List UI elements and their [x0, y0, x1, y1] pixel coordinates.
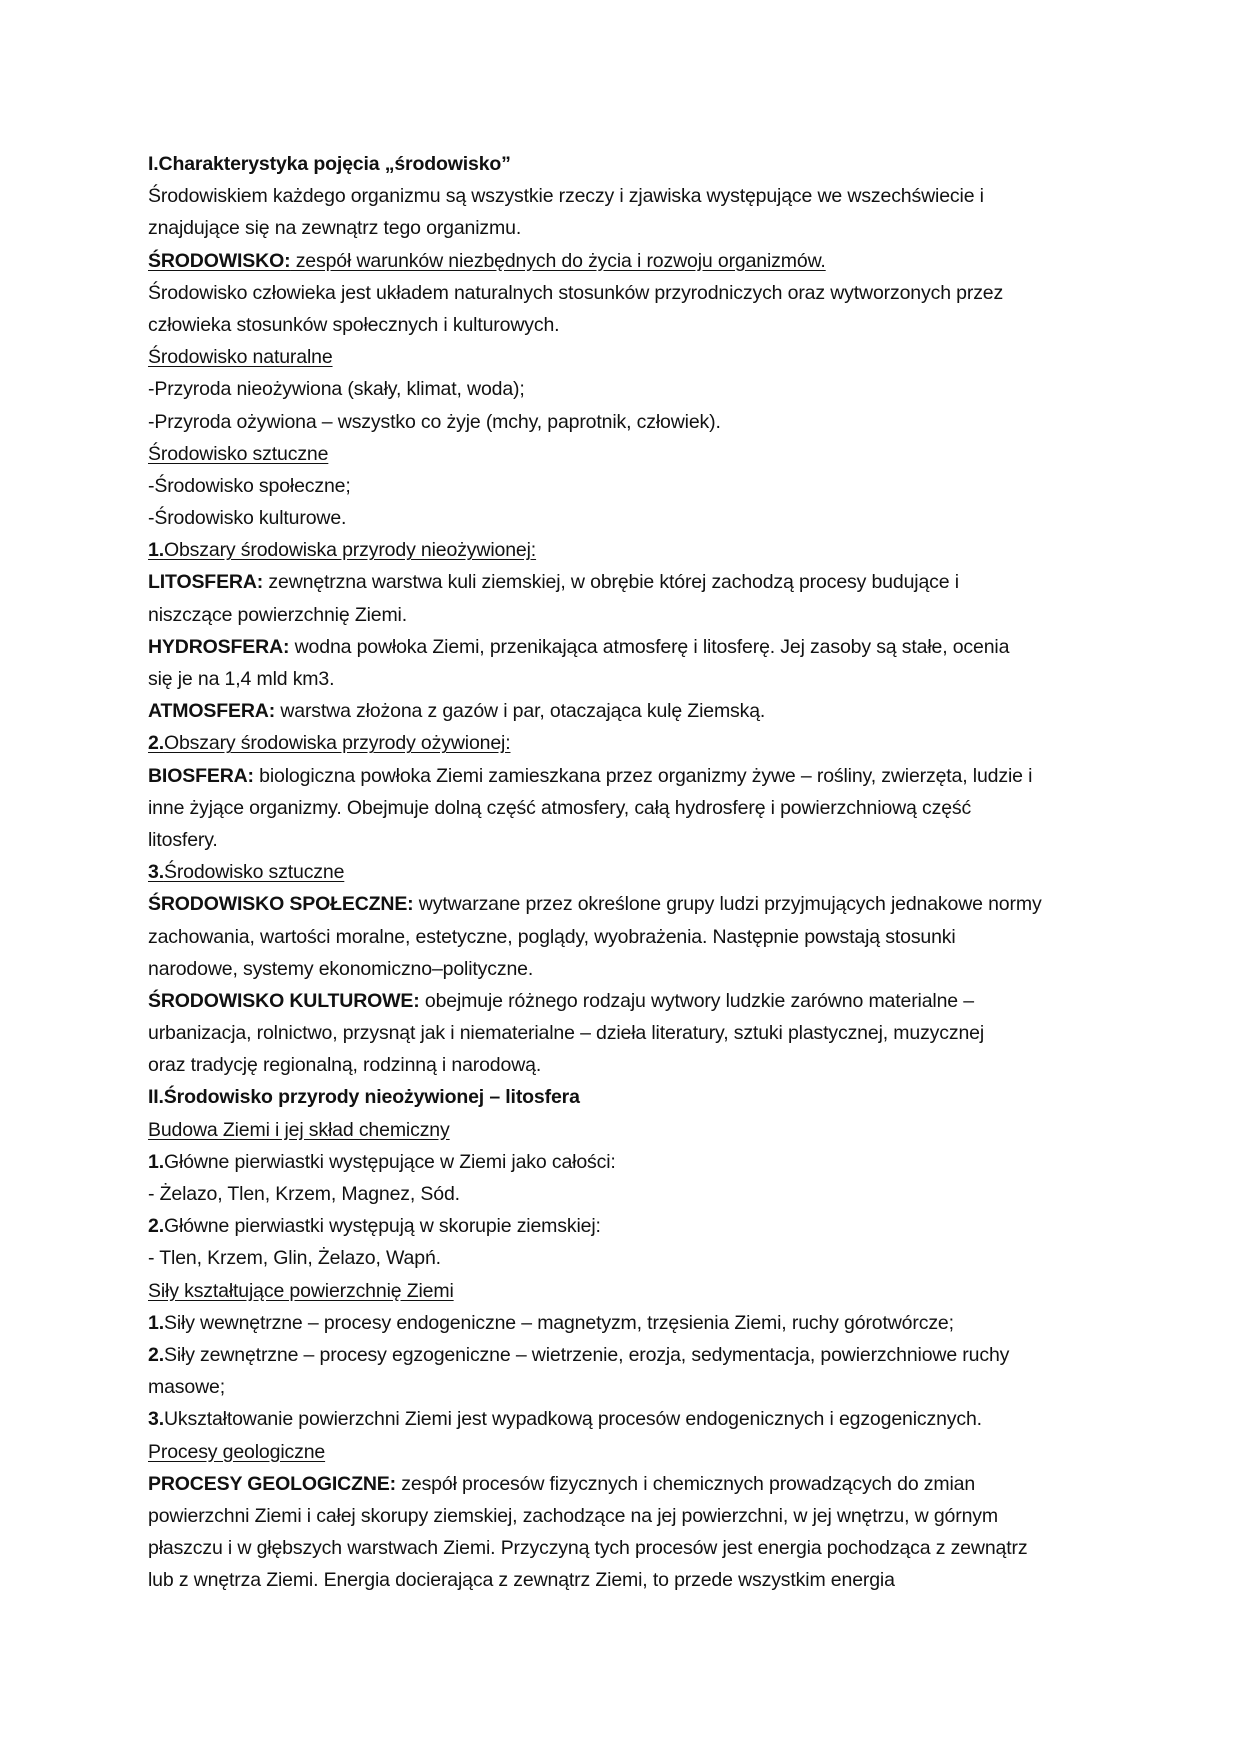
subheading-srodowisko-sztuczne	[148, 438, 1108, 470]
definition-text: warstwa złożona z gazów i par, otaczająca kulę Ziemską.	[275, 700, 766, 723]
section-heading-2	[148, 1081, 1108, 1113]
text: narodowe, systemy ekonomiczno–polityczne.	[148, 957, 534, 980]
subheading-text: Środowisko naturalne	[148, 346, 333, 369]
subheading-sily	[148, 1275, 1108, 1307]
numbered-item	[148, 1146, 1108, 1178]
paragraph-line	[148, 1564, 1108, 1596]
subheading-text: Środowisko sztuczne	[148, 442, 329, 465]
number: 1.	[148, 539, 164, 562]
subheading-budowa-ziemi	[148, 1114, 1108, 1146]
definition-atmosfera	[148, 695, 1108, 727]
numbered-item	[148, 1403, 1108, 1435]
text: Ukształtowanie powierzchni Ziemi jest wypadkową procesów endogenicznych i egzogenicznych.	[163, 1408, 982, 1431]
numbered-item	[148, 1210, 1108, 1242]
term: ŚRODOWISKO KULTUROWE:	[148, 989, 420, 1012]
paragraph-line	[148, 1500, 1108, 1532]
subheading-procesy-geologiczne	[148, 1436, 1108, 1468]
text: niszczące powierzchnię Ziemi.	[148, 603, 407, 626]
definition-text: obejmuje różnego rodzaju wytwory ludzkie zarówno materialne –	[419, 989, 974, 1012]
heading-text: II.Środowisko przyrody nieożywionej – litosfera	[148, 1086, 580, 1109]
text: powierzchni Ziemi i całej skorupy ziemskiej, zachodzące na jej powierzchni, w jej wnętrzu, w górnym	[148, 1504, 998, 1527]
paragraph-line	[148, 663, 1108, 695]
text: Siły wewnętrzne – procesy endogeniczne – magnetyzm, trzęsienia Ziemi, ruchy górotwórcze;	[163, 1311, 954, 1334]
subheading-text: Obszary środowiska przyrody nieożywionej:	[163, 539, 537, 562]
subheading-text: Środowisko sztuczne	[163, 861, 345, 884]
text: litosfery.	[148, 828, 218, 851]
subheading-text: Siły kształtujące powierzchnię Ziemi	[148, 1279, 454, 1302]
term: ATMOSFERA:	[148, 700, 276, 723]
text: -Przyroda ożywiona – wszystko co żyje (mchy, paprotnik, człowiek).	[148, 410, 721, 433]
text: zachowania, wartości moralne, estetyczne, poglądy, wyobrażenia. Następnie powstają stosunki	[148, 925, 956, 948]
definition-procesy-geologiczne	[148, 1468, 1108, 1500]
numbered-item	[148, 1307, 1108, 1339]
text: - Tlen, Krzem, Glin, Żelazo, Wapń.	[148, 1247, 441, 1270]
paragraph-line	[148, 953, 1108, 985]
text: Główne pierwiastki występują w skorupie ziemskiej:	[163, 1215, 601, 1238]
paragraph-line	[148, 180, 1108, 212]
definition-srodowisko-kulturowe	[148, 985, 1108, 1017]
text: się je na 1,4 mld km3.	[148, 668, 335, 690]
list-item	[148, 1178, 1108, 1210]
text: znajdujące się na zewnątrz tego organizmu.	[148, 217, 522, 240]
definition-biosfera	[148, 760, 1108, 792]
paragraph-line	[148, 309, 1108, 341]
list-item	[148, 502, 1108, 534]
paragraph-line	[148, 1049, 1108, 1081]
text: Środowiskiem każdego organizmu są wszystkie rzeczy i zjawiska występujące we wszechświecie i	[148, 185, 984, 208]
subheading-text: Obszary środowiska przyrody ożywionej:	[163, 732, 511, 755]
number: 2.	[148, 732, 164, 755]
text: inne żyjące organizmy. Obejmuje dolną część atmosfery, całą hydrosferę i powierzchniową część	[148, 796, 972, 819]
subheading-text: Procesy geologiczne	[148, 1440, 326, 1463]
paragraph-line	[148, 1371, 1108, 1403]
definition-text: zespół warunków niezbędnych do życia i rozwoju organizmów.	[290, 249, 826, 272]
text: masowe;	[148, 1376, 225, 1399]
numbered-item	[148, 1339, 1108, 1371]
text: -Środowisko społeczne;	[148, 474, 351, 497]
text: - Żelazo, Tlen, Krzem, Magnez, Sód.	[148, 1183, 460, 1205]
number: 1.	[148, 1150, 164, 1173]
paragraph-line	[148, 792, 1108, 824]
list-item	[148, 373, 1108, 405]
term: LITOSFERA:	[148, 571, 264, 594]
number: 2.	[148, 1343, 164, 1366]
subheading-srodowisko-sztuczne-3	[148, 856, 1108, 888]
term: HYDROSFERA:	[148, 635, 290, 658]
definition-text: zespół procesów fizycznych i chemicznych prowadzących do zmian	[396, 1472, 976, 1495]
term: PROCESY GEOLOGICZNE:	[148, 1472, 397, 1495]
text: oraz tradycję regionalną, rodzinną i narodową.	[148, 1054, 542, 1077]
term: ŚRODOWISKO SPOŁECZNE:	[148, 893, 414, 916]
paragraph-line	[148, 212, 1108, 244]
paragraph-line	[148, 277, 1108, 309]
text: Środowisko człowieka jest układem naturalnych stosunków przyrodniczych oraz wytworzonych przez	[148, 281, 1004, 304]
text: Siły zewnętrzne – procesy egzogeniczne – wietrzenie, erozja, sedymentacja, powierzchniowe ruchy	[163, 1343, 1010, 1366]
paragraph-line	[148, 1017, 1108, 1049]
number: 3.	[148, 861, 164, 884]
document-page	[148, 148, 1108, 1596]
definition-text: biologiczna powłoka Ziemi zamieszkana przez organizmy żywe – rośliny, zwierzęta, ludzie i	[253, 764, 1033, 787]
definition-text: zewnętrzna warstwa kuli ziemskiej, w obrębie której zachodzą procesy budujące i	[263, 571, 959, 594]
paragraph-line	[148, 824, 1108, 856]
text: lub z wnętrza Ziemi. Energia docierająca z zewnątrz Ziemi, to przede wszystkim energia	[148, 1569, 895, 1592]
paragraph-line	[148, 921, 1108, 953]
text: człowieka stosunków społecznych i kulturowych.	[148, 313, 560, 336]
subheading-text: Budowa Ziemi i jej skład chemiczny	[148, 1118, 450, 1141]
text: Główne pierwiastki występujące w Ziemi jako całości:	[163, 1150, 616, 1173]
number: 3.	[148, 1408, 164, 1431]
subheading-srodowisko-naturalne	[148, 341, 1108, 373]
paragraph-line	[148, 1532, 1108, 1564]
paragraph-line	[148, 599, 1108, 631]
number: 1.	[148, 1311, 164, 1334]
definition-text: wodna powłoka Ziemi, przenikająca atmosferę i litosferę. Jej zasoby są stałe, ocenia	[289, 635, 1010, 658]
text: urbanizacja, rolnictwo, przysnąt jak i niematerialne – dzieła literatury, sztuki plastycznej, muzycznej	[148, 1022, 985, 1045]
subheading-obszary-nieozywionej	[148, 534, 1108, 566]
subheading-obszary-ozywionej	[148, 727, 1108, 759]
text: -Środowisko kulturowe.	[148, 507, 347, 530]
definition-hydrosfera	[148, 631, 1108, 663]
text: płaszczu i w głębszych warstwach Ziemi. Przyczyną tych procesów jest energia pochodząca z zewnątrz	[148, 1537, 1028, 1560]
term: BIOSFERA:	[148, 764, 254, 787]
list-item	[148, 406, 1108, 438]
list-item	[148, 470, 1108, 502]
definition-text: wytwarzane przez określone grupy ludzi przyjmujących jednakowe normy	[413, 893, 1042, 916]
number: 2.	[148, 1215, 164, 1238]
definition-srodowisko	[148, 245, 1108, 277]
definition-srodowisko-spoleczne	[148, 888, 1108, 920]
heading-text: I.Charakterystyka pojęcia „środowisko”	[148, 153, 511, 175]
term: ŚRODOWISKO:	[148, 249, 291, 272]
definition-litosfera	[148, 566, 1108, 598]
text: -Przyroda nieożywiona (skały, klimat, woda);	[148, 378, 525, 401]
list-item	[148, 1242, 1108, 1274]
section-heading-1	[148, 148, 1108, 180]
